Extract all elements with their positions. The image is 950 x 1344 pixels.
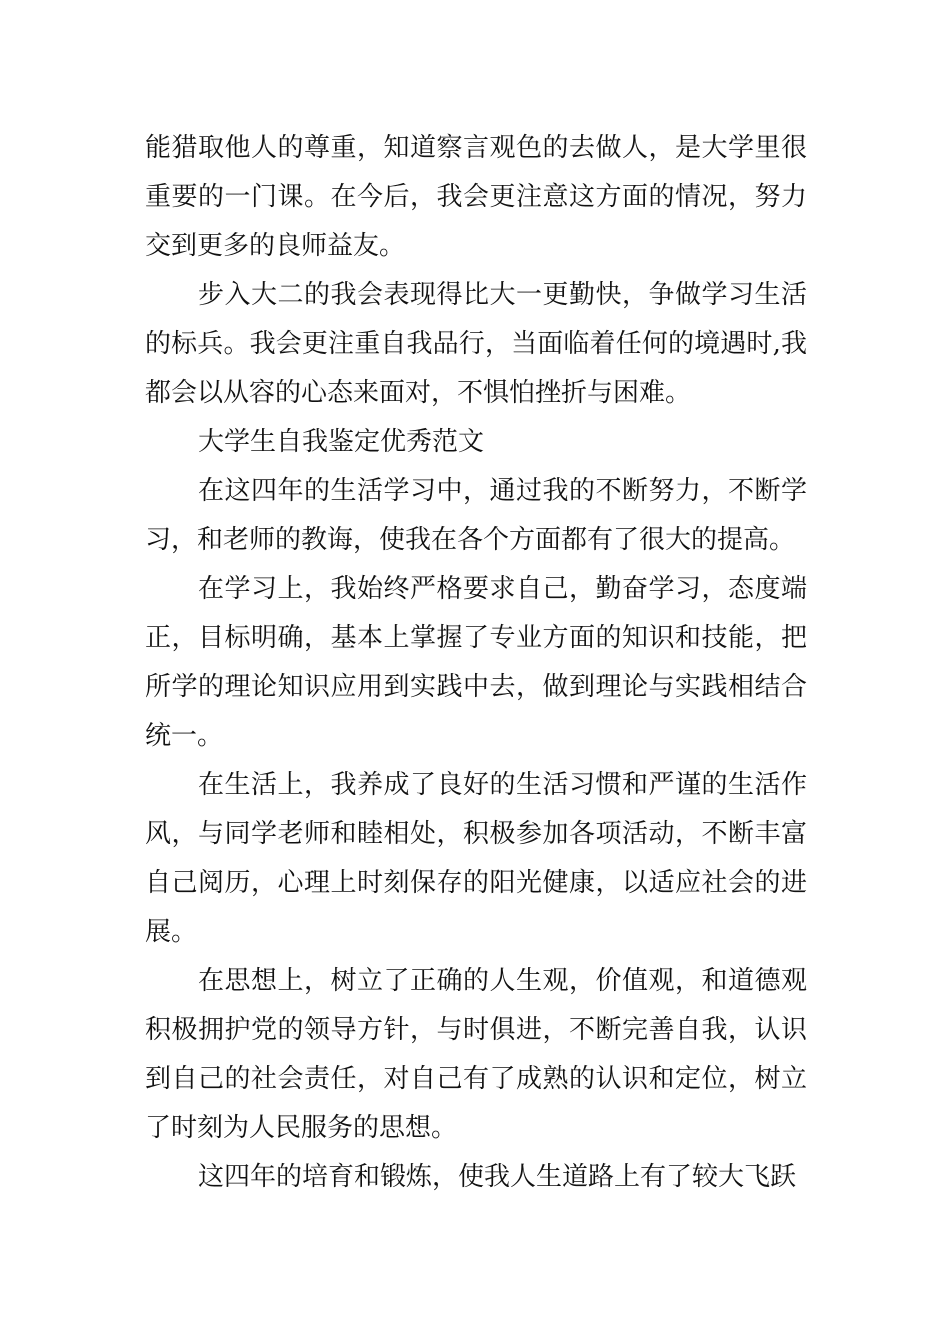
text-line: 在这四年的生活学习中，通过我的不断努力，不断学 — [198, 476, 807, 506]
text-line: 这四年的培育和锻炼，使我人生道路上有了较大飞跃 — [198, 1162, 797, 1192]
text-line: 习，和老师的教诲，使我在各个方面都有了很大的提高。 — [145, 525, 796, 555]
paragraph — [145, 1153, 807, 1202]
text-line: 重要的一门课。在今后，我会更注意这方面的情况，努力 — [145, 182, 807, 212]
text-line: 积极拥护党的领导方针，与时俱进，不断完善自我，认识 — [145, 1015, 807, 1045]
text-line: 在思想上，树立了正确的人生观，价值观，和道德观 — [198, 966, 807, 996]
document-body — [145, 124, 807, 1202]
text-line: 了时刻为人民服务的思想。 — [145, 1113, 458, 1143]
text-line: 的标兵。我会更注重自我品行，当面临着任何的境遇时,我 — [145, 329, 807, 359]
text-line: 步入大二的我会表现得比大一更勤快，争做学习生活 — [198, 280, 807, 310]
paragraph — [145, 761, 807, 957]
text-line: 大学生自我鉴定优秀范文 — [198, 427, 485, 457]
text-line: 风，与同学老师和睦相处，积极参加各项活动，不断丰富 — [145, 819, 807, 849]
text-line: 到自己的社会责任，对自己有了成熟的认识和定位，树立 — [145, 1064, 807, 1094]
text-line: 在学习上，我始终严格要求自己，勤奋学习，态度端 — [198, 574, 807, 604]
paragraph — [145, 418, 807, 467]
text-line: 交到更多的良师益友。 — [145, 231, 406, 261]
text-line: 自己阅历，心理上时刻保存的阳光健康，以适应社会的进 — [145, 868, 807, 898]
text-line: 统一。 — [145, 721, 224, 751]
paragraph — [145, 124, 807, 271]
text-line: 所学的理论知识应用到实践中去，做到理论与实践相结合 — [145, 672, 807, 702]
paragraph — [145, 957, 807, 1153]
text-line: 在生活上，我养成了良好的生活习惯和严谨的生活作 — [198, 770, 807, 800]
paragraph — [145, 467, 807, 565]
paragraph — [145, 565, 807, 761]
text-line: 都会以从容的心态来面对，不惧怕挫折与困难。 — [145, 378, 692, 408]
paragraph — [145, 271, 807, 418]
text-line: 展。 — [145, 917, 198, 947]
text-line: 能猎取他人的尊重，知道察言观色的去做人，是大学里很 — [145, 133, 807, 163]
text-line: 正，目标明确，基本上掌握了专业方面的知识和技能，把 — [145, 623, 807, 653]
